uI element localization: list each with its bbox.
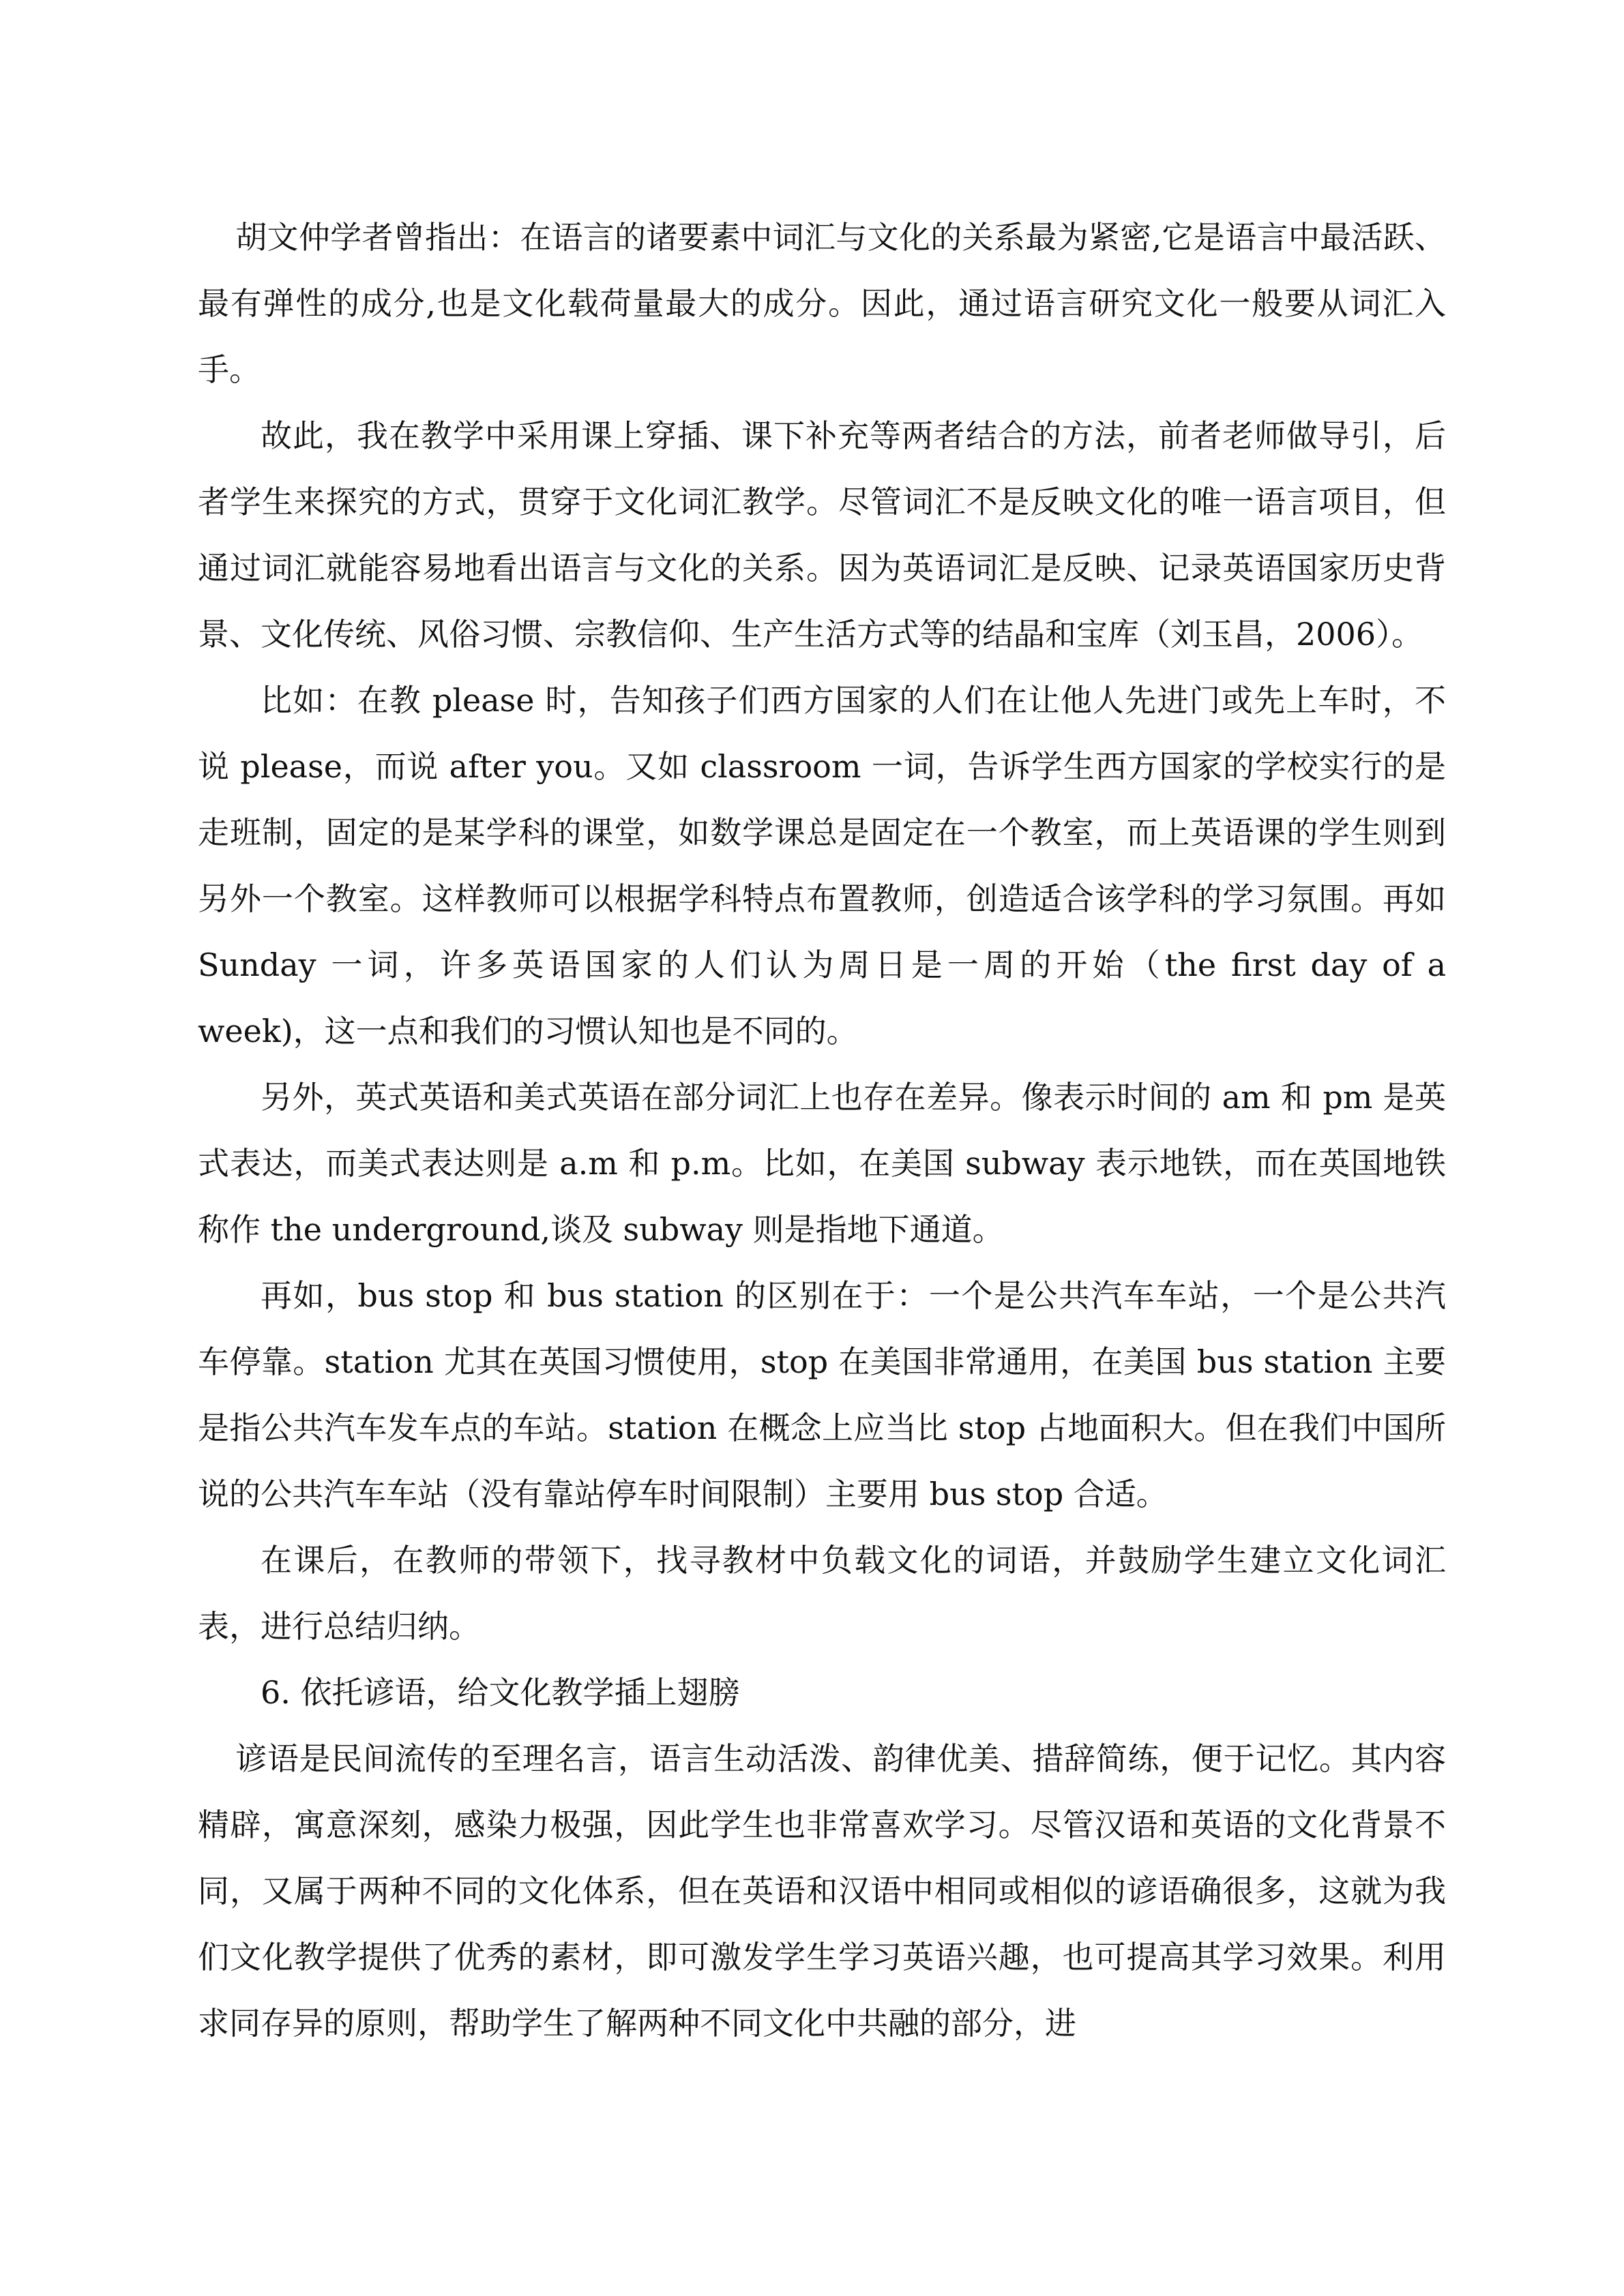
section-heading: 6. 依托谚语，给文化教学插上翅膀 [261, 1674, 740, 1711]
paragraph-teaching-method: 故此，我在教学中采用课上穿插、课下补充等两者结合的方法，前者老师做导引，后者学生来探究的方式，贯穿于文化词汇教学。尽管词汇不是反映文化的唯一语言项目，但通过词汇就能容易地看出语言与文化的关系。因为英语词汇是反映、记录英语国家历史背景、文化传统、风俗习惯、宗教信仰、生产生活方式等的结晶和宝库（刘玉昌，2006）。 [198, 417, 1446, 653]
paragraph-bus-stop-station: 再如，bus stop 和 bus station 的区别在于：一个是公共汽车车站，一个是公共汽车停靠。station 尤其在英国习惯使用，stop 在美国非常通用，在美国 bus station 主要是指公共汽车发车点的车站。station 在概念上应当比 stop 占地面积大。但在我们中国所说的公共汽车车站（没有靠站停车时间限制）主要用 bus stop 合适。 [198, 1277, 1447, 1512]
paragraph-proverbs: 谚语是民间流传的至理名言，语言生动活泼、韵律优美、措辞简练，便于记忆。其内容精辟，寓意深刻，感染力极强，因此学生也非常喜欢学习。尽管汉语和英语的文化背景不同，又属于两种不同的文化体系，但在英语和汉语中相同或相似的谚语确很多，这就为我们文化教学提供了优秀的素材，即可激发学生学习英语兴趣，也可提高其学习效果。利用求同存异的原则，帮助学生了解两种不同文化中共融的部分，进 [198, 1740, 1446, 2042]
paragraph-word-examples: 比如：在教 please 时，告知孩子们西方国家的人们在让他人先进门或先上车时，不说 please，而说 after you。又如 classroom 一词，告诉学生西方国家的学校实行的是走班制，固定的是某学科的课堂，如数学课总是固定在一个教室，而上英语课的学生则到另外一个教室。这样教师可以根据学科特点布置教师，创造适合该学科的学习氛围。再如 Sunday 一词，许多英语国家的人们认为周日是一周的开始（the first day of a week)，这一点和我们的习惯认知也是不同的。 [198, 682, 1446, 1049]
paragraph-after-class: 在课后，在教师的带领下，找寻教材中负载文化的词语，并鼓励学生建立文化词汇表，进行总结归纳。 [198, 1542, 1446, 1645]
paragraph-vocabulary-culture: 胡文仲学者曾指出：在语言的诸要素中词汇与文化的关系最为紧密,它是语言中最活跃、最有弹性的成分,也是文化载荷量最大的成分。因此，通过语言研究文化一般要从词汇入手。 [198, 219, 1446, 388]
document-body [198, 205, 1446, 2057]
paragraph-british-american: 另外，英式英语和美式英语在部分词汇上也存在差异。像表示时间的 am 和 pm 是英式表达，而美式表达则是 a.m 和 p.m。比如，在美国 subway 表示地铁，而在英国地铁称作 the underground,谈及 subway 则是指地下通道。 [198, 1079, 1446, 1248]
